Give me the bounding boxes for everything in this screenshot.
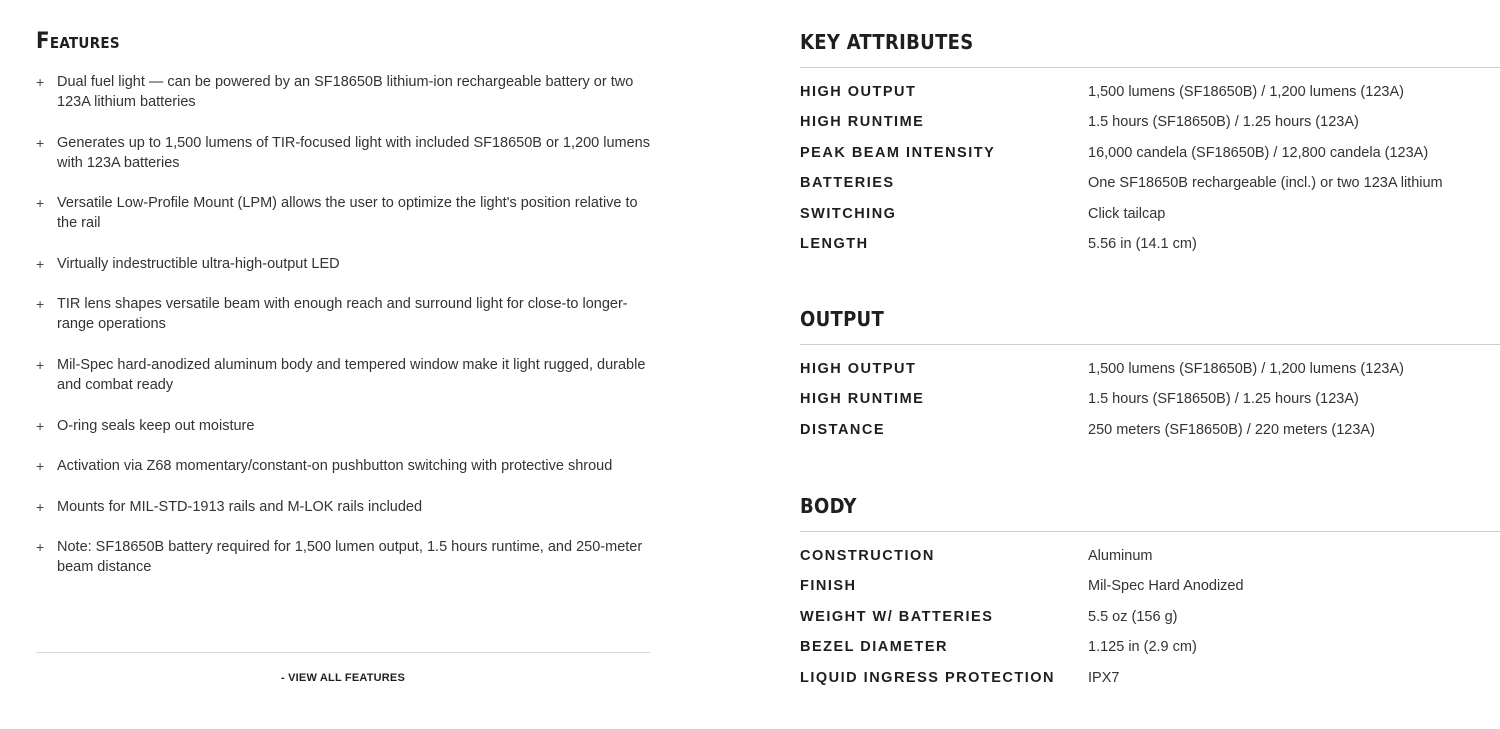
spec-label: BATTERIES <box>800 175 895 192</box>
plus-icon: + <box>36 195 45 212</box>
plus-icon: + <box>36 255 45 272</box>
feature-text: Activation via Z68 momentary/constant-on pushbutton switching with protective shroud <box>57 458 613 475</box>
spec-row <box>800 420 1500 450</box>
section-divider <box>800 344 1500 345</box>
spec-value: Mil-Spec Hard Anodized <box>1088 578 1244 595</box>
feature-text: TIR lens shapes versatile beam with enough reach and surround light for close-to longer-range operations <box>57 296 628 333</box>
feature-item <box>36 133 650 173</box>
features-list <box>36 72 650 577</box>
feature-text: Versatile Low-Profile Mount (LPM) allows the user to optimize the light's position relative to the rail <box>57 195 638 232</box>
feature-item <box>36 294 650 334</box>
output-title: OUTPUT <box>800 307 885 331</box>
spec-row <box>800 359 1500 389</box>
spec-row <box>800 607 1500 637</box>
spec-value: Aluminum <box>1088 548 1153 564</box>
spec-value: 5.56 in (14.1 cm) <box>1088 235 1197 252</box>
key-attributes-section <box>800 28 1500 264</box>
plus-icon: + <box>36 539 45 556</box>
spec-value: 5.5 oz (156 g) <box>1088 608 1178 625</box>
feature-item <box>36 537 650 577</box>
feature-item <box>36 416 650 436</box>
spec-label: LENGTH <box>800 235 869 252</box>
key-attributes-title: KEY ATTRIBUTES <box>800 30 974 54</box>
plus-icon: + <box>36 498 45 515</box>
feature-item <box>36 72 650 112</box>
spec-label: LIQUID INGRESS PROTECTION <box>800 669 1056 686</box>
features-title: Features <box>36 29 120 54</box>
feature-item <box>36 254 650 274</box>
spec-table <box>800 82 1500 264</box>
spec-value: 1.5 hours (SF18650B) / 1.25 hours (123A) <box>1088 114 1359 131</box>
output-section <box>800 305 1500 450</box>
spec-row <box>800 143 1500 173</box>
plus-icon: + <box>36 296 45 313</box>
spec-label: HIGH OUTPUT <box>800 361 917 377</box>
spec-row <box>800 637 1500 667</box>
feature-text: O-ring seals keep out moisture <box>57 417 255 434</box>
feature-text: Mounts for MIL-STD-1913 rails and M-LOK rails included <box>57 498 423 515</box>
feature-item <box>36 497 650 517</box>
spec-value: IPX7 <box>1088 669 1120 686</box>
feature-item <box>36 456 650 476</box>
spec-row <box>800 234 1500 264</box>
spec-label: HIGH OUTPUT <box>800 84 917 100</box>
spec-row <box>800 112 1500 142</box>
spec-label: DISTANCE <box>800 421 886 438</box>
spec-value: Click tailcap <box>1088 205 1166 222</box>
plus-icon: + <box>36 134 45 151</box>
spec-label: FINISH <box>800 578 857 595</box>
plus-icon: + <box>36 356 45 373</box>
feature-item <box>36 193 650 233</box>
spec-table <box>800 546 1500 698</box>
section-divider <box>800 531 1500 532</box>
body-section <box>800 492 1500 698</box>
features-section <box>36 28 650 598</box>
feature-text: Virtually indestructible ultra-high-output LED <box>57 255 340 272</box>
spec-value: 1.5 hours (SF18650B) / 1.25 hours (123A) <box>1088 391 1359 408</box>
spec-label: CONSTRUCTION <box>800 548 935 564</box>
spec-value: 1.125 in (2.9 cm) <box>1088 639 1197 656</box>
spec-value: One SF18650B rechargeable (incl.) or two 123A lithium <box>1088 175 1443 192</box>
plus-icon: + <box>36 417 45 434</box>
body-title: BODY <box>800 494 857 518</box>
feature-text: Generates up to 1,500 lumens of TIR-focused light with included SF18650B or 1,200 lumens with 123A batteries <box>57 134 650 171</box>
feature-text: Note: SF18650B battery required for 1,500 lumen output, 1.5 hours runtime, and 250-meter beam distance <box>57 539 643 576</box>
plus-icon: + <box>36 74 45 90</box>
spec-row <box>800 668 1500 698</box>
spec-row <box>800 173 1500 203</box>
spec-table <box>800 359 1500 450</box>
plus-icon: + <box>36 458 45 475</box>
spec-row <box>800 82 1500 112</box>
view-all-features-link[interactable]: - VIEW ALL FEATURES <box>281 672 405 684</box>
spec-label: HIGH RUNTIME <box>800 114 925 131</box>
spec-label: SWITCHING <box>800 205 897 222</box>
spec-label: PEAK BEAM INTENSITY <box>800 144 996 161</box>
spec-value: 16,000 candela (SF18650B) / 12,800 candela (123A) <box>1088 144 1429 161</box>
spec-value: 1,500 lumens (SF18650B) / 1,200 lumens (123A) <box>1088 361 1404 377</box>
spec-row <box>800 546 1500 576</box>
spec-label: HIGH RUNTIME <box>800 391 925 408</box>
feature-item <box>36 355 650 395</box>
spec-row <box>800 204 1500 234</box>
section-divider <box>800 67 1500 68</box>
spec-value: 1,500 lumens (SF18650B) / 1,200 lumens (123A) <box>1088 84 1404 100</box>
spec-row <box>800 576 1500 606</box>
features-divider <box>36 652 650 653</box>
spec-label: WEIGHT W/ BATTERIES <box>800 608 994 625</box>
spec-value: 250 meters (SF18650B) / 220 meters (123A) <box>1088 421 1375 438</box>
feature-text: Dual fuel light — can be powered by an SF18650B lithium-ion rechargeable battery or two 123A lithium batteries <box>57 74 634 110</box>
spec-row <box>800 389 1500 419</box>
spec-label: BEZEL DIAMETER <box>800 639 949 656</box>
feature-text: Mil-Spec hard-anodized aluminum body and tempered window make it light rugged, durable and combat ready <box>57 356 646 393</box>
